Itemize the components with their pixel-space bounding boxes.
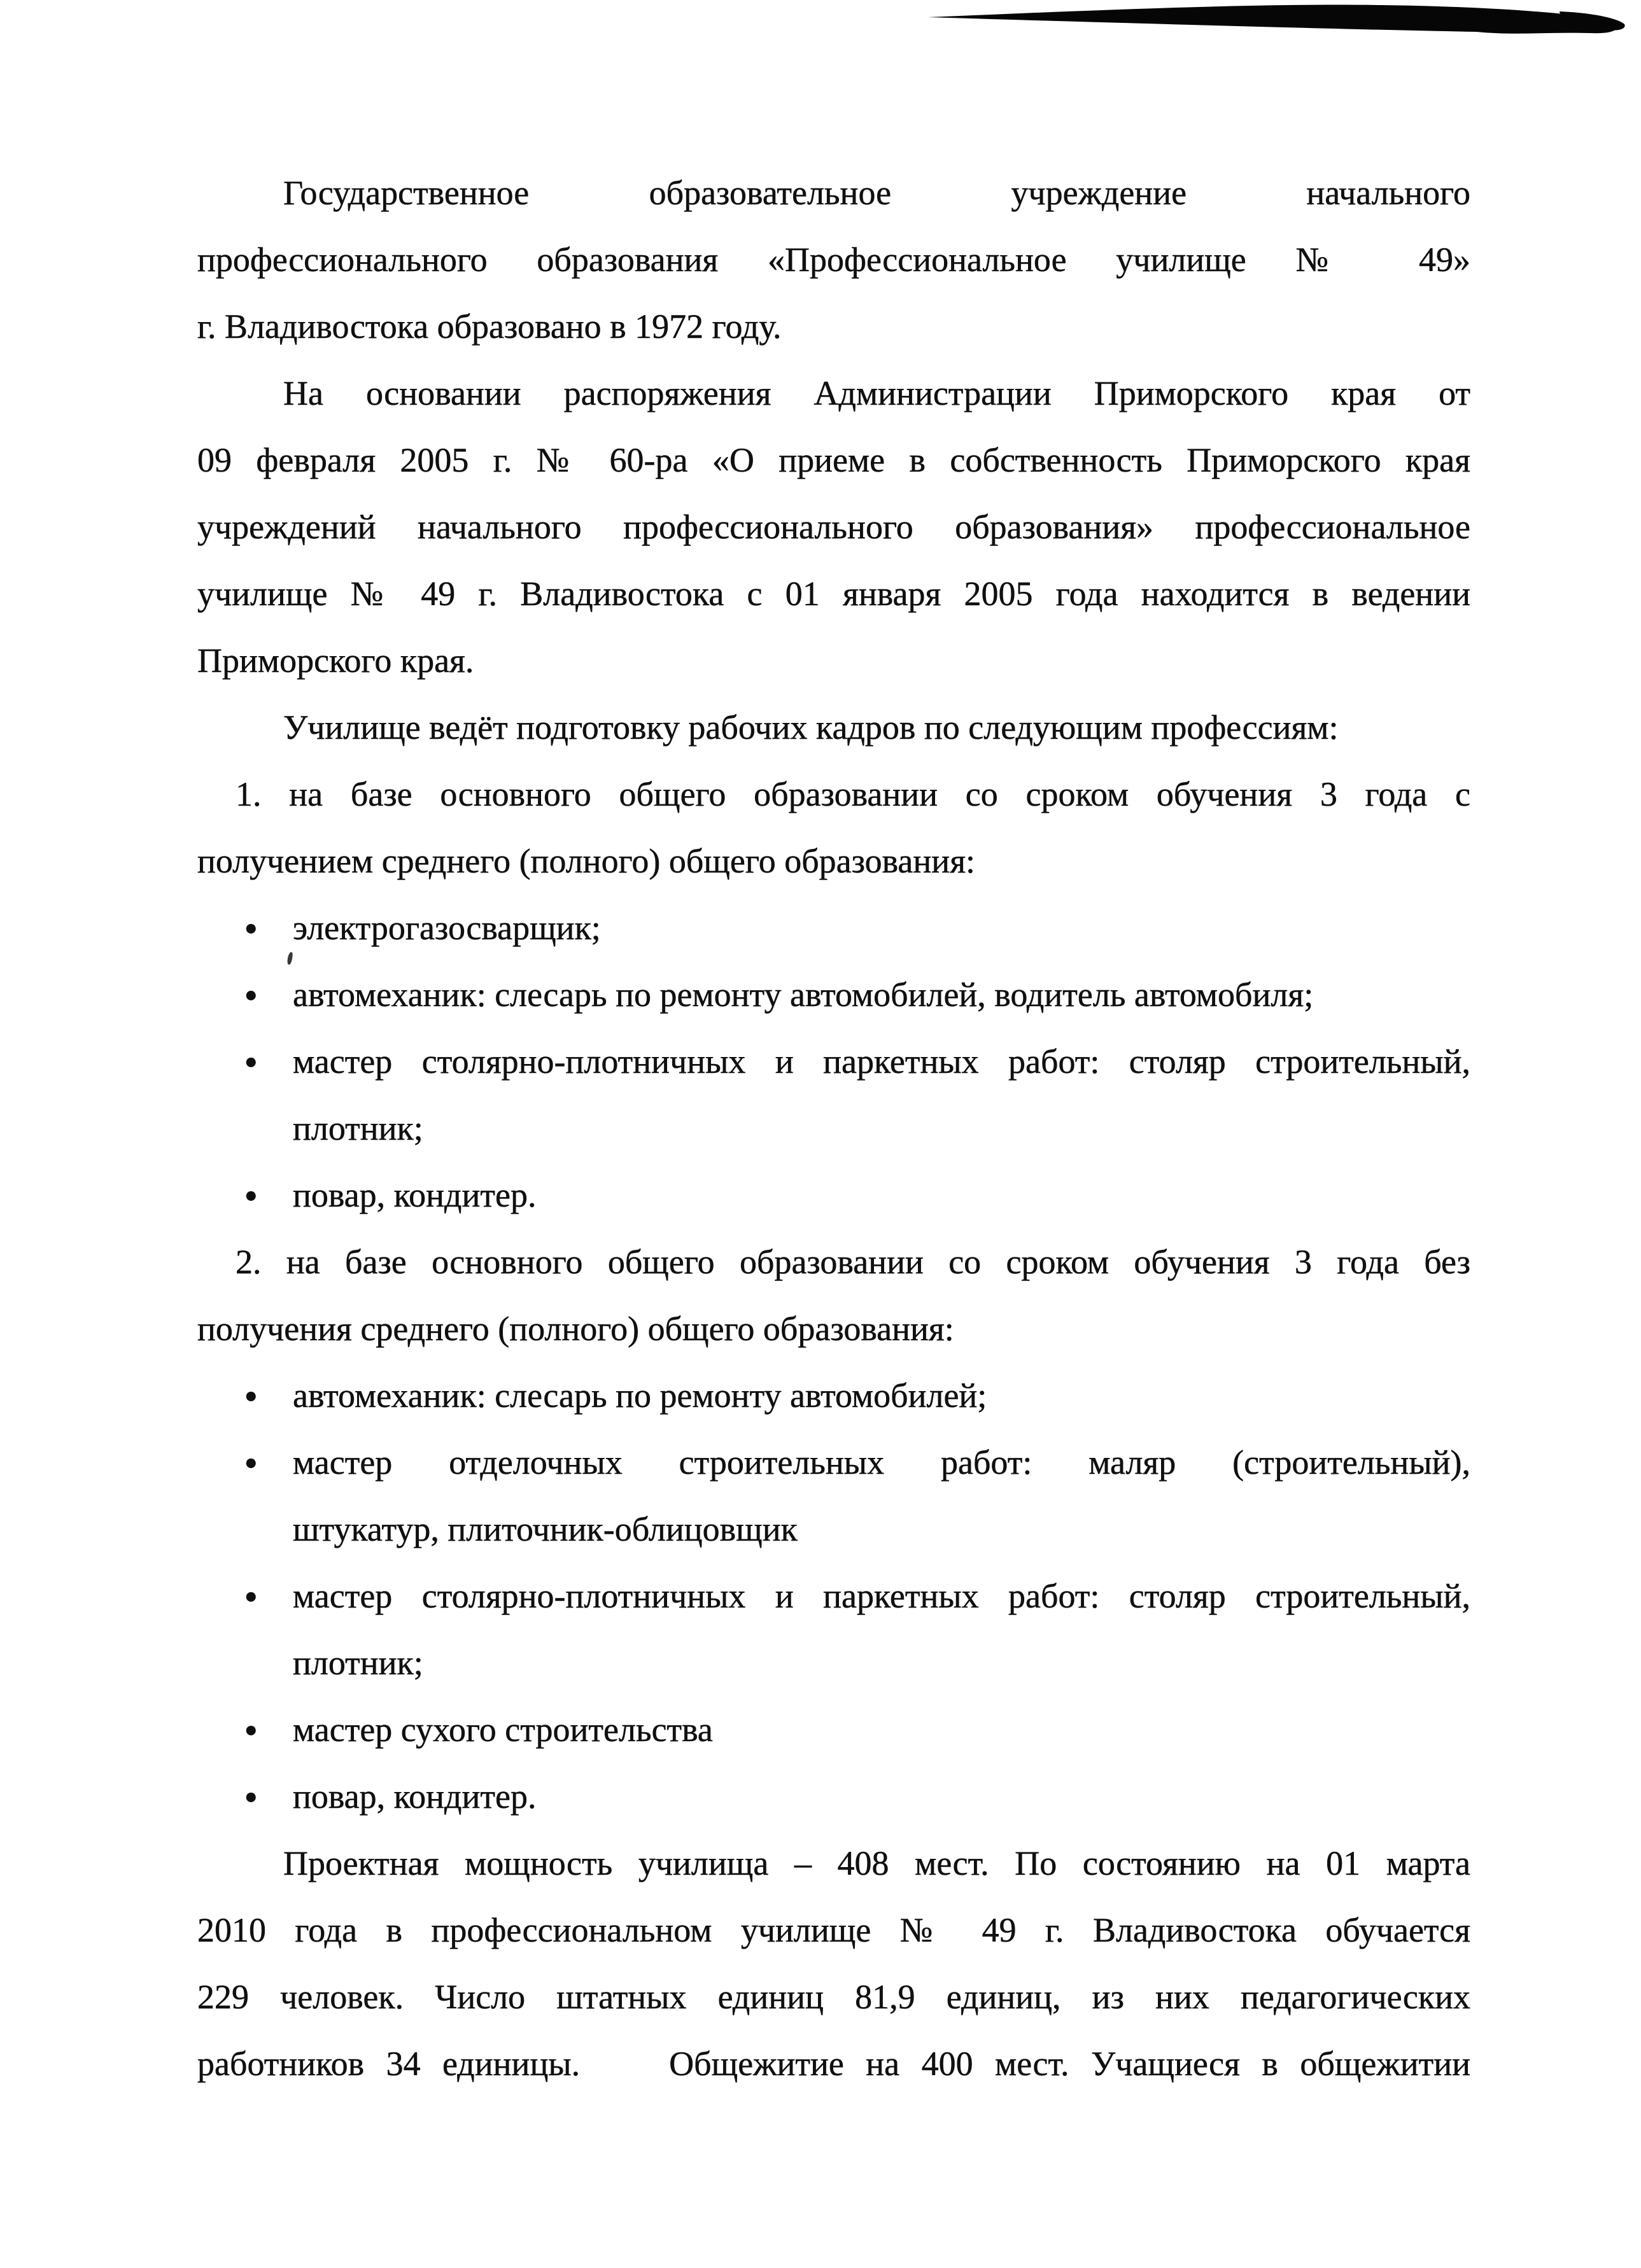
text-line bbox=[197, 1362, 1470, 1429]
text-line: учреждений начального профессионального образования» профессиональное bbox=[197, 508, 1470, 546]
scan-artifact-streak-icon bbox=[0, 0, 1641, 76]
bullet-item-text: электрогазосварщик; bbox=[293, 909, 601, 947]
bullet-item-text: повар, кондитер. bbox=[293, 1176, 537, 1214]
bullet-item-text: мастер столярно-плотничных и паркетных работ: столяр строительный, bbox=[293, 1577, 1470, 1615]
bullet-item-text: мастер сухого строительства bbox=[293, 1711, 713, 1749]
text-line: штукатур, плиточник-облицовщик bbox=[293, 1510, 798, 1548]
text-line: г. Владивостока образовано в 1972 году. bbox=[197, 307, 782, 346]
text-line: На основании распоряжения Администрации Приморского края от bbox=[283, 374, 1470, 412]
text-line: 2. на базе основного общего образовании со сроком обучения 3 года без bbox=[236, 1243, 1470, 1281]
text-line bbox=[197, 895, 1470, 962]
bullet-icon: ● bbox=[244, 1451, 258, 1474]
bullet-item-text: мастер отделочных строительных работ: маляр (строительный), bbox=[293, 1443, 1470, 1481]
bullet-item-text: автомеханик: слесарь по ремонту автомобилей, водитель автомобиля; bbox=[293, 976, 1314, 1014]
text-line bbox=[197, 1763, 1470, 1830]
text-line: училище № 49 г. Владивостока с 01 января 2005 года находится в ведении bbox=[197, 575, 1470, 613]
text-line bbox=[197, 1563, 1470, 1630]
text-line: Приморского края. bbox=[197, 641, 474, 680]
document-text bbox=[197, 160, 1470, 2097]
text-line bbox=[197, 1028, 1470, 1095]
text-line bbox=[197, 962, 1470, 1028]
text-line: 1. на базе основного общего образовании со сроком обучения 3 года с bbox=[236, 775, 1470, 813]
bullet-icon: ● bbox=[244, 983, 258, 1007]
bullet-item-text: автомеханик: слесарь по ремонту автомобилей; bbox=[293, 1376, 987, 1415]
bullet-icon: ● bbox=[244, 1184, 258, 1207]
text-line: Государственное образовательное учреждение начального bbox=[283, 174, 1470, 212]
text-line: Проектная мощность училища – 408 мест. По состоянию на 01 марта bbox=[283, 1844, 1470, 1882]
text-line bbox=[197, 1697, 1470, 1763]
text-line: профессионального образования «Профессиональное училище № 49» bbox=[197, 241, 1470, 279]
text-line: получения среднего (полного) общего образования: bbox=[197, 1310, 954, 1348]
text-line bbox=[197, 1429, 1470, 1496]
text-line bbox=[197, 1162, 1470, 1229]
text-line: получением среднего (полного) общего образования: bbox=[197, 842, 976, 880]
bullet-icon: ● bbox=[244, 1718, 258, 1742]
text-line: 229 человек. Число штатных единиц 81,9 единиц, из них педагогических bbox=[197, 1978, 1470, 2016]
bullet-icon: ● bbox=[244, 1050, 258, 1074]
bullet-icon: ● bbox=[244, 1585, 258, 1608]
text-line: Училище ведёт подготовку рабочих кадров по следующим профессиям: bbox=[283, 708, 1339, 746]
bullet-icon: ● bbox=[244, 916, 258, 940]
bullet-icon: ● bbox=[244, 1785, 258, 1809]
text-line: 09 февраля 2005 г. № 60-ра «О приеме в собственность Приморского края bbox=[197, 441, 1470, 479]
text-line: работников 34 единицы. Общежитие на 400 мест. Учащиеся в общежитии bbox=[197, 2045, 1470, 2083]
bullet-item-text: мастер столярно-плотничных и паркетных работ: столяр строительный, bbox=[293, 1042, 1470, 1081]
bullet-item-text: повар, кондитер. bbox=[293, 1777, 537, 1816]
text-line: 2010 года в профессиональном училище № 49 г. Владивостока обучается bbox=[197, 1911, 1470, 1949]
text-line: плотник; bbox=[293, 1109, 423, 1147]
bullet-icon: ● bbox=[244, 1384, 258, 1408]
text-line: плотник; bbox=[293, 1644, 423, 1682]
